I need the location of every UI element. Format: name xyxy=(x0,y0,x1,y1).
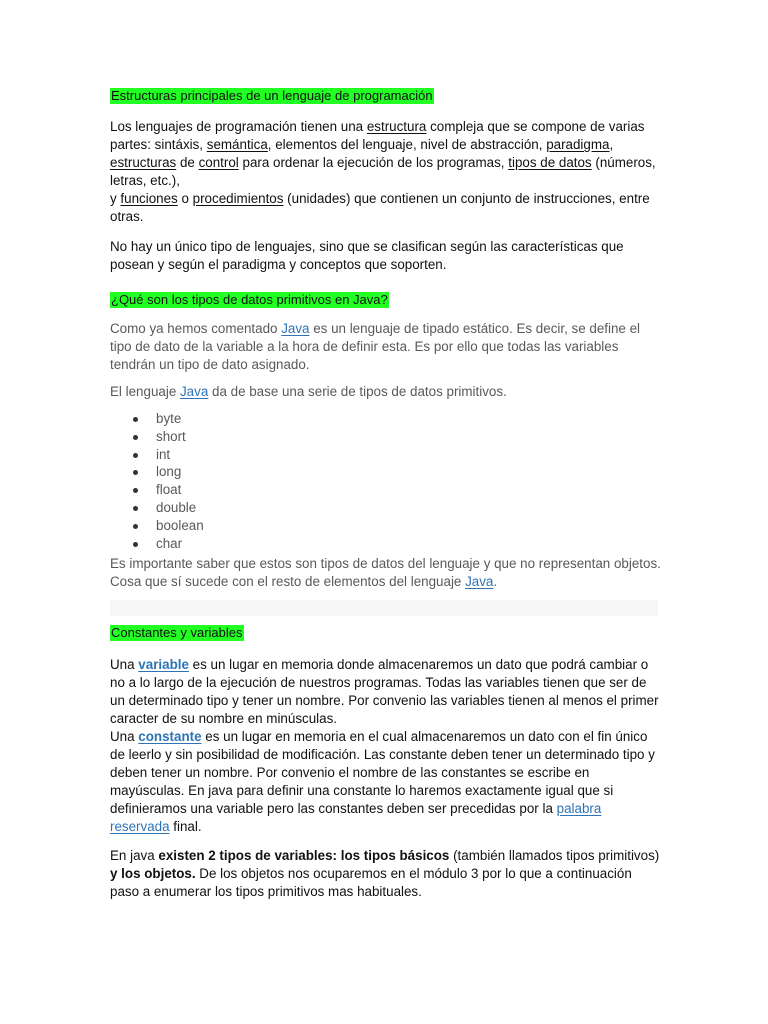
bullet-icon xyxy=(133,506,138,511)
paragraph-estructura-intro: Los lenguajes de programación tienen una estructura compleja que se compone de varias partes: sintáxis, semántica, elementos del lenguaje, nivel de abstracción, paradigma, estructuras de control para ordenar la ejecución de los programas, tipos de datos (números, letras, etc.), y funciones o procedimientos (unidades) que contienen un conjunto de instrucciones, entre otras. xyxy=(110,119,656,224)
link-palabra-reservada[interactable]: palabra reservada xyxy=(110,801,602,834)
link-tipos-de-datos[interactable]: tipos de datos xyxy=(508,155,592,170)
paragraph-tipos-base: El lenguaje Java da de base una serie de tipos de datos primitivos. xyxy=(110,384,507,399)
bullet-icon xyxy=(133,453,138,458)
bullet-icon xyxy=(133,542,138,547)
primitive-types-list xyxy=(110,410,204,552)
paragraph-variable-constante: Una variable es un lugar en memoria donde almacenaremos un dato que podrá cambiar o no a lo largo de la ejecución de nuestros programas. Todas las variables tienen que ser de un determinado tipo y tener un nombre. Por convenio las variables tienen al menos el primer caracter de su nombre en minúsculas. Una constante es un lugar en memoria en el cual almacenaremos un dato con el fin único de leerlo y sin posibilidad de modificación. Las constante deben tener un determinado tipo y deben tener un nombre. Por convenio el nombre de las constantes se escribe en mayúsculas. En java para definir una constante lo haremos exactamente igual que si definieramos una variable pero las constantes deben ser precedidas por la palabra reservada final. xyxy=(110,657,659,834)
divider-band xyxy=(110,600,658,616)
link-control[interactable]: control xyxy=(198,155,239,170)
section-heading-estructuras: Estructuras principales de un lenguaje de programación xyxy=(111,88,433,103)
link-constante[interactable]: constante xyxy=(138,729,202,744)
list-item: short xyxy=(110,428,204,446)
bullet-icon xyxy=(133,435,138,440)
link-semantica[interactable]: semántica xyxy=(206,137,268,152)
bullet-icon xyxy=(133,524,138,529)
list-item: char xyxy=(110,535,204,553)
link-variable[interactable]: variable xyxy=(138,657,189,672)
link-java[interactable]: Java xyxy=(179,384,209,399)
paragraph-clasificacion: No hay un único tipo de lenguajes, sino que se clasifican según las características que posean y según el paradigma y conceptos que soporten. xyxy=(110,239,624,272)
bullet-icon xyxy=(133,488,138,493)
section-heading-constantes-variables: Constantes y variables xyxy=(111,625,243,640)
list-item: double xyxy=(110,499,204,517)
link-procedimientos[interactable]: procedimientos xyxy=(192,191,284,206)
list-item: boolean xyxy=(110,517,204,535)
link-paradigma[interactable]: paradigma xyxy=(546,137,610,152)
paragraph-tipos-variables: En java existen 2 tipos de variables: los tipos básicos (también llamados tipos primitivos) y los objetos. De los objetos nos ocuparemos en el módulo 3 por lo que a continuación paso a enumerar los tipos primitivos mas habituales. xyxy=(110,848,660,899)
list-item: long xyxy=(110,463,204,481)
bullet-icon xyxy=(133,417,138,422)
link-java[interactable]: Java xyxy=(281,321,310,336)
link-java[interactable]: Java xyxy=(465,574,494,589)
list-item: byte xyxy=(110,410,204,428)
link-estructura[interactable]: estructura xyxy=(366,119,427,134)
paragraph-no-objetos: Es importante saber que estos son tipos de datos del lenguaje y que no representan objetos. Cosa que sí sucede con el resto de elementos del lenguaje Java. xyxy=(110,556,661,589)
list-item: int xyxy=(110,446,204,464)
list-item: float xyxy=(110,481,204,499)
link-funciones[interactable]: funciones xyxy=(120,191,178,206)
link-estructuras[interactable]: estructuras xyxy=(110,155,177,170)
bullet-icon xyxy=(133,470,138,475)
section-heading-tipos-primitivos: ¿Qué son los tipos de datos primitivos en Java? xyxy=(111,292,388,307)
paragraph-tipado-estatico: Como ya hemos comentado Java es un lenguaje de tipado estático. Es decir, se define el tipo de dato de la variable a la hora de definir esta. Es por ello que todas las variables tendrán un tipo de dato asignado. xyxy=(110,321,641,372)
